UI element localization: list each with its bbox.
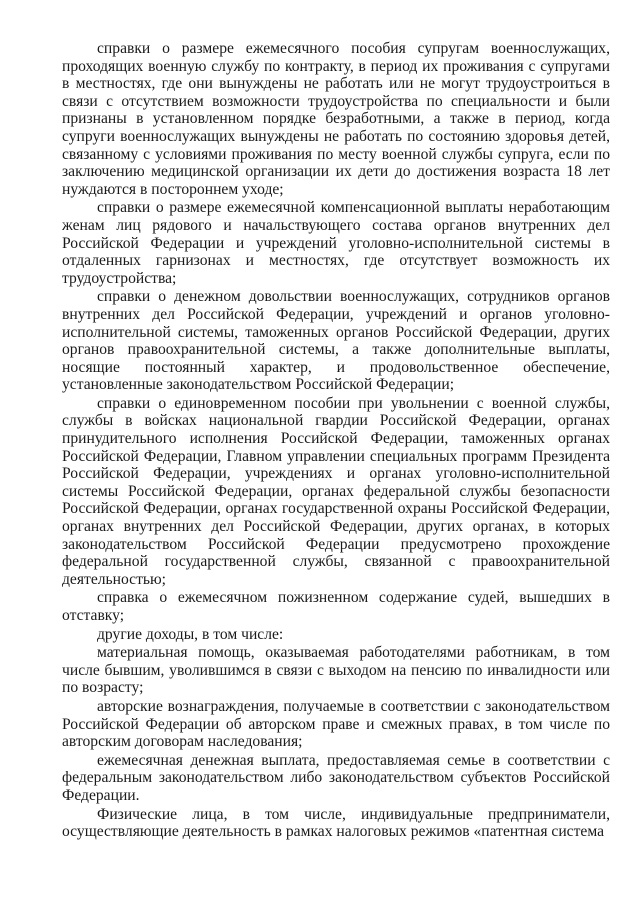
paragraph-compensation-payment: справки о размере ежемесячной компенсационной выплаты неработающим женам лиц рядового и начальствующего состава органов внутренних дел Российской Федерации и учреждений уголовно-исполнительной системы в отдаленных гарнизонах и местностях, где отсутствует возможность их трудоустройства;: [62, 199, 610, 287]
paragraph-monthly-family-payment: ежемесячная денежная выплата, предоставляемая семье в соответствии с федеральным законодательством либо законодательством субъектов Российской Федерации.: [62, 751, 610, 804]
paragraph-monetary-allowance: справки о денежном довольствии военнослужащих, сотрудников органов внутренних дел Российской Федерации, учреждений и органов уголовно-исполнительной системы, таможенных органов Российской Федерации, других органов правоохранительной системы, а также дополнительные выплаты, носящие постоянный характер, и продовольственное обеспечение, установленные законодательством Российской Федерации;: [62, 288, 610, 394]
paragraph-individuals-patent: Физические лица, в том числе, индивидуальные предприниматели, осуществляющие деятельность в рамках налоговых режимов «патентная система: [62, 805, 610, 841]
paragraph-judges-maintenance: справка о ежемесячном пожизненном содержание судей, вышедших в отставку;: [62, 589, 610, 624]
paragraph-other-income: другие доходы, в том числе:: [97, 625, 284, 643]
paragraph-lump-sum-benefit: справки о единовременном пособии при увольнении с военной службы, службы в войсках национальной гвардии Российской Федерации, органах принудительного исполнения Российской Федерации, таможенных органах Российской Федерации, Главном управлении специальных программ Президента Российской Федерации, учреждениях и органах уголовно-исполнительной системы Российской Федерации, органах федеральной службы безопасности Российской Федерации, органах государственной охраны Российской Федерации, органах внутренних дел Российской Федерации, других органах, в которых законодательством Российской Федерации предусмотрено прохождение федеральной государственной службы, связанной с правоохранительной деятельностью;: [62, 394, 610, 588]
paragraph-author-fees: авторские вознаграждения, получаемые в соответствии с законодательством Российской Федерации об авторском праве и смежных правах, в том числе по авторским договорам наследования;: [62, 697, 610, 751]
paragraph-spouse-allowance: справки о размере ежемесячного пособия супругам военнослужащих, проходящих военную службу по контракту, в период их проживания с супругами в местностях, где они вынуждены не работать или не могут трудоустроиться в связи с отсутствием возможности трудоустройства по специальности и были признаны в установленном порядке безработными, а также в период, когда супруги военнослужащих вынуждены не работать по состоянию здоровья детей, связанному с условиями проживания по месту военной службы супруга, если по заключению медицинской организации их дети до достижения возраста 18 лет нуждаются в постороннем уходе;: [62, 40, 610, 198]
paragraph-material-aid: материальная помощь, оказываемая работодателями работникам, в том числе бывшим, уволившимся в связи с выходом на пенсию по инвалидности или по возрасту;: [62, 644, 610, 697]
document-page: [62, 40, 610, 842]
